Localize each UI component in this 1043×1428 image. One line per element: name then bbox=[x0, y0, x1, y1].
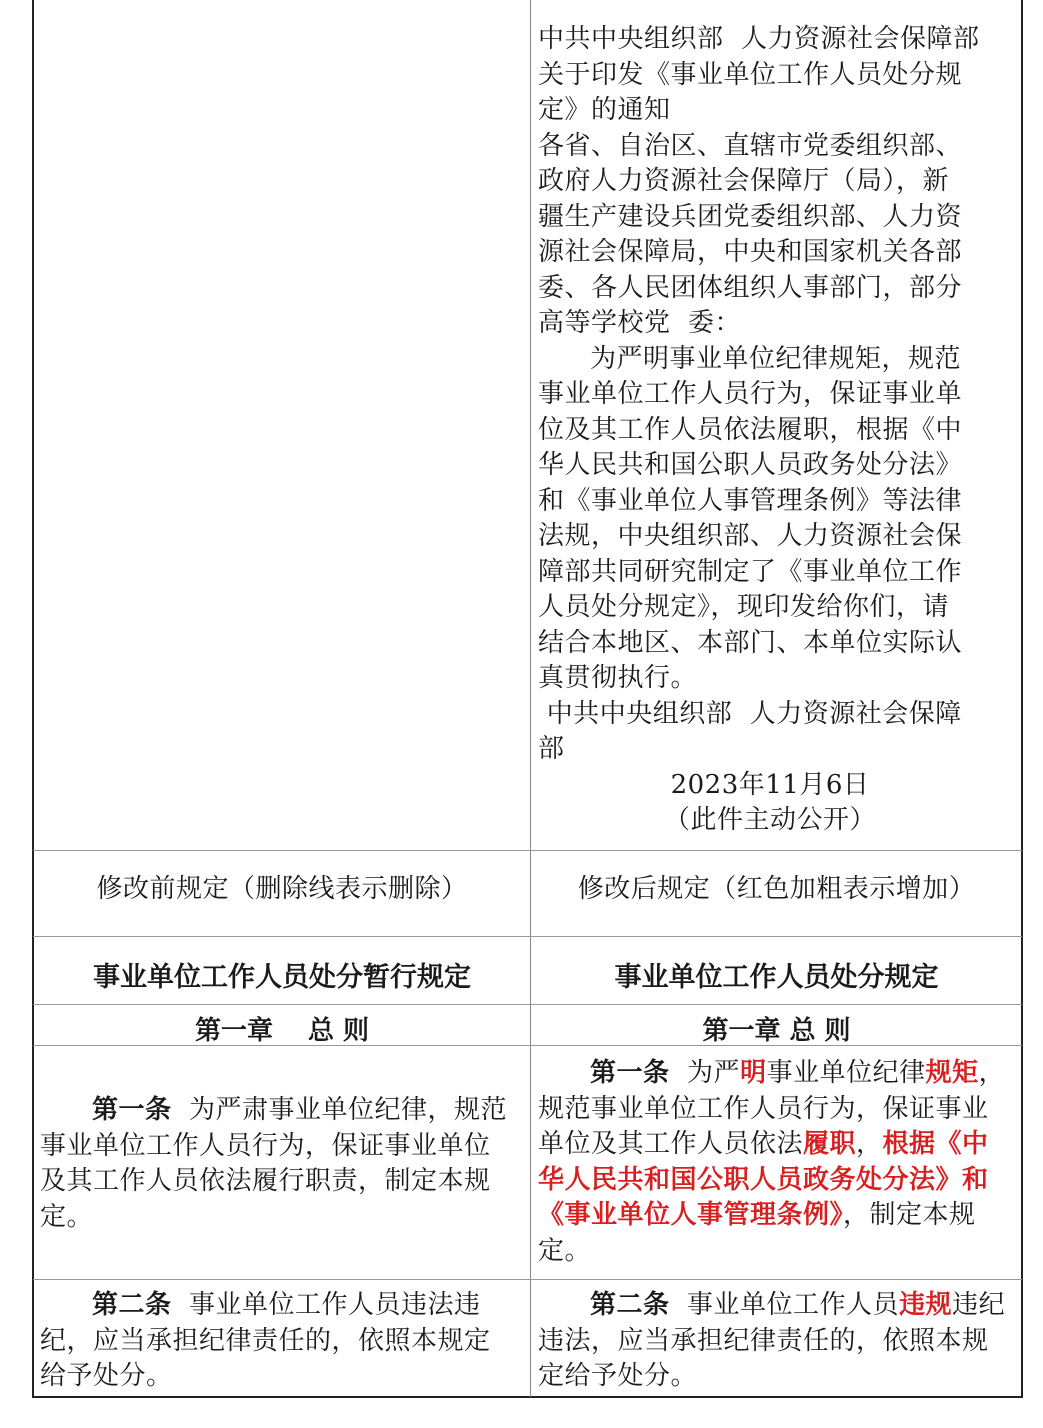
row-divider bbox=[33, 850, 1022, 851]
notice-addressees-line: 源社会保障局，中央和国家机关各部 bbox=[538, 237, 963, 267]
notice-date: 2023年11月6日 bbox=[670, 769, 870, 800]
article1-before-text: 为严肃事业单位纪律，规范事业单位工作人员行为，保证事业单位及其工作人员依法履行职责，制定本规定。 bbox=[40, 1095, 508, 1232]
notice-signature-line: 部 bbox=[538, 734, 565, 764]
article1-before bbox=[40, 1093, 512, 1235]
article2-before-text: 事业单位工作人员违法违纪，应当承担纪律责任的，依照本规定给予处分。 bbox=[40, 1290, 491, 1391]
chapter-before: 第一章 总 则 bbox=[194, 1016, 370, 1046]
header-after: 修改后规定（红色加粗表示增加） bbox=[577, 874, 976, 904]
added-text: 规矩 bbox=[925, 1058, 979, 1088]
notice-body-line: 结合本地区、本部门、本单位实际认 bbox=[538, 627, 963, 658]
notice-addressees-line: 疆生产建设兵团党委组织部、人力资 bbox=[538, 201, 963, 232]
unchanged-text: 为严 bbox=[687, 1058, 741, 1088]
unchanged-text: 事业单位工作人员 bbox=[687, 1290, 900, 1320]
unchanged-text: ， bbox=[856, 1129, 883, 1159]
notice-signature-line: 中共中央组织部 人力资源社会保障 bbox=[538, 698, 962, 729]
notice-body-line: 人员处分规定》，现印发给你们，请 bbox=[538, 592, 950, 622]
title-before: 事业单位工作人员处分暂行规定 bbox=[93, 962, 471, 993]
notice-addressees-line: 各省、自治区、直辖市党委组织部、 bbox=[538, 130, 963, 161]
notice-body-line: 和《事业单位人事管理条例》等法律 bbox=[538, 485, 963, 516]
added-text: 明 bbox=[740, 1058, 767, 1088]
notice-addressees-line: 委、各人民团体组织人事部门，部分 bbox=[538, 272, 963, 303]
article1-after-text bbox=[538, 1058, 1005, 1266]
row-divider bbox=[33, 936, 1022, 937]
notice-body-line: 为严明事业单位纪律规矩，规范 bbox=[590, 343, 962, 374]
notice-addressees-line: 政府人力资源社会保障厅（局），新 bbox=[538, 166, 950, 196]
notice-addressees bbox=[538, 129, 1022, 342]
article1-label: 第一条 bbox=[590, 1058, 670, 1088]
column-divider bbox=[530, 0, 531, 1397]
added-text: 根据《中华人民共和国公职人员政务处分法》和《事业单位人事管理条例》 bbox=[538, 1129, 989, 1230]
notice-body-line: 真贯彻执行。 bbox=[538, 663, 698, 693]
notice-heading-line: 中共中央组织部 人力资源社会保障部 bbox=[538, 24, 980, 54]
notice-body-line: 事业单位工作人员行为，保证事业单 bbox=[538, 379, 963, 409]
row-divider bbox=[33, 1004, 1022, 1005]
notice-addressees-line: 高等学校党 委： bbox=[538, 308, 742, 338]
unchanged-text: 违纪违法，应当承担纪律责任的，依照本规定给予处分。 bbox=[538, 1290, 1006, 1391]
notice-heading-line: 关于印发《事业单位工作人员处分规 bbox=[538, 59, 963, 90]
article1-after bbox=[538, 1056, 1014, 1269]
added-text: 违规 bbox=[899, 1290, 953, 1320]
notice-body-line: 障部共同研究制定了《事业单位工作 bbox=[538, 556, 963, 587]
article2-before bbox=[40, 1288, 512, 1395]
title-after: 事业单位工作人员处分规定 bbox=[614, 962, 939, 993]
unchanged-text: ，规范事业单位工作人员行为，保证事业单位及其工作人员依法 bbox=[538, 1058, 1006, 1159]
article2-label: 第二条 bbox=[92, 1290, 172, 1320]
notice-heading-line: 定》的通知 bbox=[538, 95, 671, 125]
notice-heading bbox=[538, 22, 1022, 129]
chapter-after: 第一章 总 则 bbox=[702, 1016, 851, 1046]
notice-body-line: 华人民共和国公职人员政务处分法》 bbox=[538, 450, 963, 480]
added-text: 履职 bbox=[803, 1129, 857, 1159]
header-before: 修改前规定（删除线表示删除） bbox=[96, 874, 468, 904]
article1-label: 第一条 bbox=[92, 1095, 172, 1125]
article2-after bbox=[538, 1288, 1014, 1395]
notice-body-line: 法规，中央组织部、人力资源社会保 bbox=[538, 521, 963, 551]
notice-signature bbox=[538, 697, 1022, 768]
unchanged-text: 事业单位纪律 bbox=[766, 1058, 926, 1088]
notice-body-line: 位及其工作人员依法履职，根据《中 bbox=[538, 414, 963, 445]
public-note: （此件主动公开） bbox=[663, 805, 876, 835]
notice-cell bbox=[538, 22, 1022, 839]
row-divider bbox=[33, 1279, 1022, 1280]
notice-body bbox=[538, 342, 1022, 697]
article2-label: 第二条 bbox=[590, 1290, 670, 1320]
unchanged-text: ，制定本规定。 bbox=[538, 1200, 976, 1266]
